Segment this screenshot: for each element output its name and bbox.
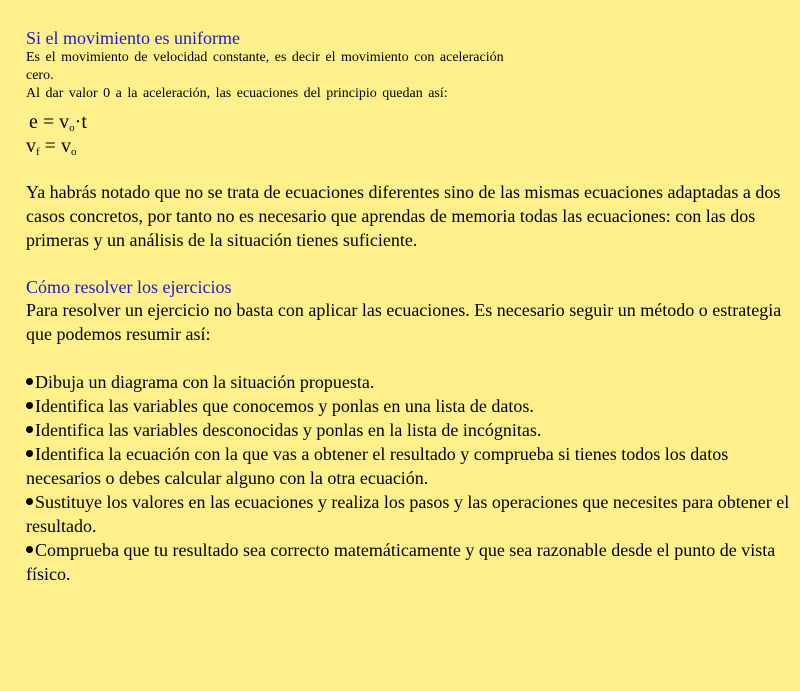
equation-velocity: $v_f = v_o$ — [26, 135, 77, 158]
bullet-icon — [26, 426, 33, 433]
definition-line-1: Es el movimiento de velocidad constante, es decir el movimiento con aceleración — [26, 50, 504, 65]
bullet-icon — [26, 498, 33, 505]
heading-como-resolver: Cómo resolver los ejercicios — [26, 277, 232, 297]
paragraph-ecuaciones: Ya habrás notado que no se trata de ecuaciones diferentes sino de las mismas ecuaciones adaptadas a dos casos concretos, por tanto no es necesario que aprendas de memoria todas las ecuaciones: con las dos primeras y un análisis de la situación tienes suficiente. — [26, 182, 781, 250]
definition-line-3: Al dar valor 0 a la aceleración, las ecuaciones del principio quedan así: — [26, 86, 448, 101]
list-item: Sustituye los valores en las ecuaciones y realiza los pasos y las operaciones que necesites para obtener el resultado. — [26, 492, 790, 536]
definition-line-2: cero. — [26, 68, 54, 83]
list-item: Identifica las variables que conocemos y ponlas en una lista de datos. — [26, 394, 796, 418]
list-item: Comprueba que tu resultado sea correcto matemáticamente y que sea razonable desde el punto de vista físico. — [26, 540, 776, 584]
document-content — [26, 27, 796, 586]
bullet-icon — [26, 402, 33, 409]
bullet-icon — [26, 450, 33, 457]
bullet-icon — [26, 546, 33, 553]
steps-list — [26, 370, 796, 586]
heading-movimiento-uniforme: Si el movimiento es uniforme — [26, 28, 240, 48]
equation-distance: $e = v_o\cdot t$ — [29, 111, 87, 134]
paragraph-intro: Para resolver un ejercicio no basta con aplicar las ecuaciones. Es necesario seguir un método o estrategia que podemos resumir así: — [26, 300, 782, 344]
list-item: Identifica las variables desconocidas y ponlas en la lista de incógnitas. — [26, 418, 796, 442]
list-item: Identifica la ecuación con la que vas a obtener el resultado y comprueba si tienes todos los datos necesarios o debes calcular alguno con la otra ecuación. — [26, 444, 729, 488]
bullet-icon — [26, 378, 33, 385]
list-item: Dibuja un diagrama con la situación propuesta. — [26, 370, 796, 394]
